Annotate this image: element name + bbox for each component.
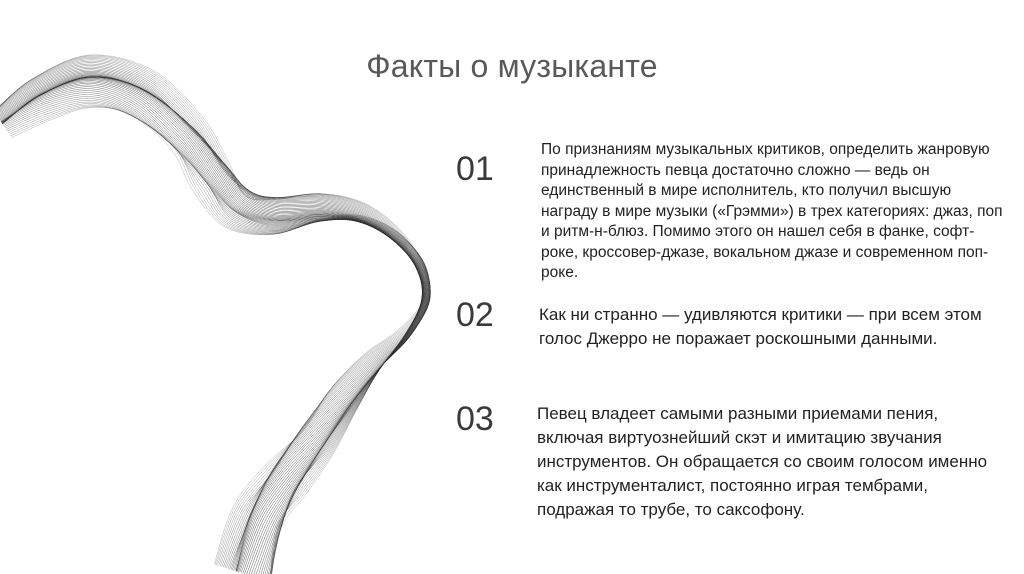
wave-strand — [0, 66, 422, 574]
wave-strand — [8, 105, 428, 565]
fact-number-1: 01 — [456, 150, 494, 188]
wave-strand — [3, 95, 431, 569]
fact-text-1: По признаниям музыкальных критиков, определить жанровую принадлежность певца достаточно сложно — ведь он единственный в мире исполнитель, кто получил высшую награду в мире музыки («Грэмми») в трех категориях: джаз, поп и ритм-н-блюз. Помимо этого он нашел себя в фанке, софт-роке, кроссовер-джазе, вокальном джазе и современном поп-роке. — [541, 141, 1003, 281]
wave-strand — [0, 63, 422, 574]
wave-strand — [1, 87, 430, 570]
wave-strand — [0, 55, 426, 574]
wave-strand — [0, 61, 423, 574]
wave-strand — [0, 58, 423, 574]
wave-strand — [0, 70, 422, 574]
wave-strand — [9, 106, 428, 565]
wave-strand — [0, 57, 424, 574]
fact-number-2: 02 — [456, 296, 494, 334]
wave-strand — [11, 107, 426, 564]
wave-strand — [10, 107, 427, 565]
wave-strand — [0, 67, 422, 574]
wave-strand — [0, 68, 422, 574]
fact-number-3: 03 — [456, 400, 494, 438]
wave-strand — [6, 102, 429, 566]
wave-strand — [0, 75, 423, 574]
wave-strand — [0, 55, 425, 574]
wave-strand — [3, 97, 430, 568]
fact-text-2: Как ни странно — удивляются критики — при всем этом голос Джерро не поражает роскошными данными. — [539, 305, 982, 348]
fact-text-3: Певец владеет самыми разными приемами пения, включая виртуознейший скэт и имитацию звучания инструментов. Он обращается со своим голосом именно как инструменталист, постоянно играя тембрами, подражая то трубе, то саксофону. — [537, 404, 988, 519]
wave-strand — [2, 91, 431, 570]
slide-title: Факты о музыканте — [366, 48, 658, 84]
wave-strand — [5, 100, 430, 566]
wave-strand — [0, 71, 423, 574]
